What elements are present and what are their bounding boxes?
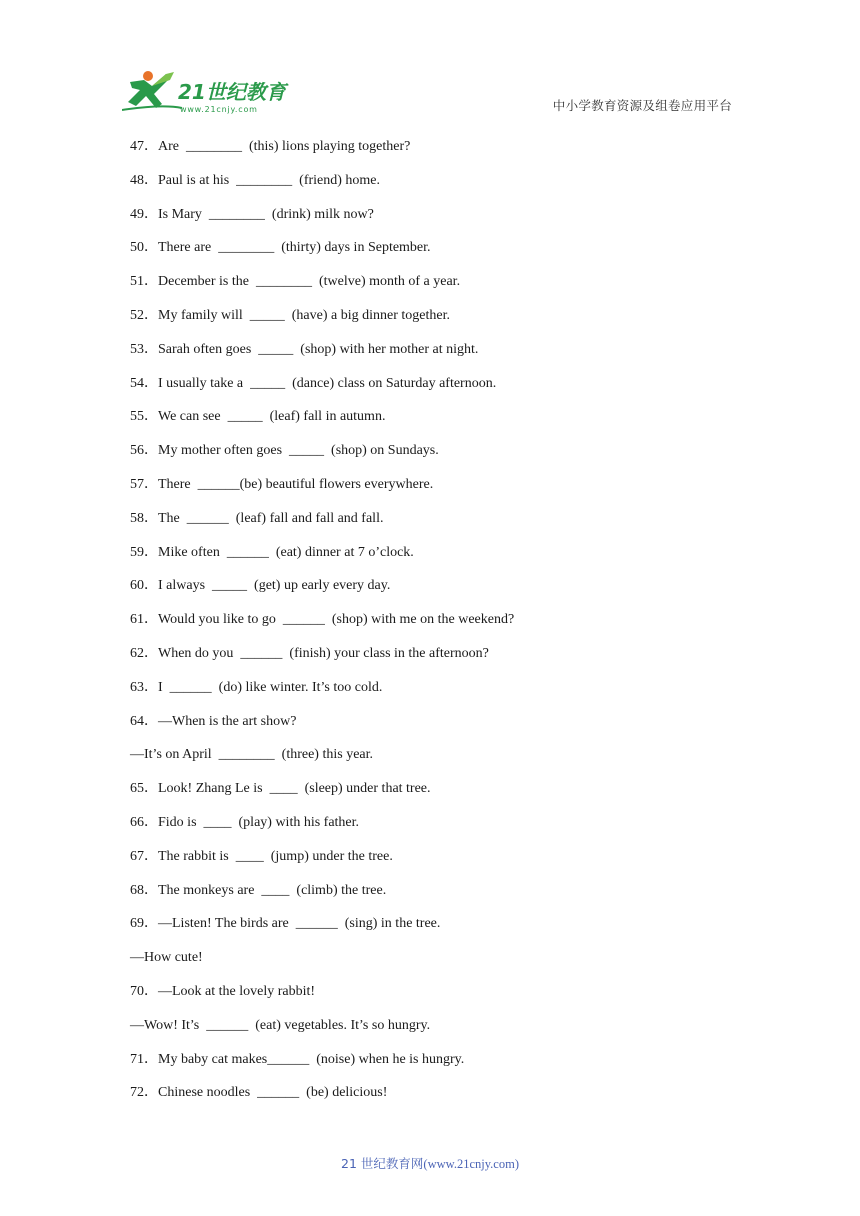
question-70-reply: —Wow! It’s ______ (eat) vegetables. It’s so hungry. [130, 1017, 431, 1033]
question-64-reply: —It’s on April ________ (three) this year. [130, 747, 374, 763]
question-60: 60．I always _____ (get) up early every day. [130, 578, 391, 594]
question-58: 58．The ______ (leaf) fall and fall and fall. [130, 510, 384, 526]
question-69: 69．—Listen! The birds are ______ (sing) in the tree. [130, 916, 441, 932]
platform-name: 中小学教育资源及组卷应用平台 [552, 98, 732, 113]
logo-main-text: 21世纪教育 [178, 80, 286, 104]
footer-site-url[interactable]: (www.21cnjy.com) [423, 1157, 519, 1171]
question-50: 50．There are ________ (thirty) days in September. [130, 240, 431, 256]
question-55: 55．We can see _____ (leaf) fall in autumn. [130, 409, 386, 425]
question-72: 72．Chinese noodles ______ (be) delicious! [130, 1085, 388, 1101]
page-footer [0, 1154, 860, 1172]
question-51: 51．December is the ________ (twelve) month of a year. [130, 274, 461, 290]
question-49: 49．Is Mary ________ (drink) milk now? [130, 206, 374, 222]
question-list [130, 136, 750, 1116]
page-header [0, 0, 860, 125]
question-61: 61．Would you like to go ______ (shop) with me on the weekend? [130, 612, 515, 628]
logo [122, 68, 292, 116]
question-65: 65．Look! Zhang Le is ____ (sleep) under that tree. [130, 781, 431, 797]
question-52: 52．My family will _____ (have) a big dinner together. [130, 307, 450, 323]
question-67: 67．The rabbit is ____ (jump) under the tree. [130, 848, 393, 864]
question-68: 68．The monkeys are ____ (climb) the tree. [130, 882, 387, 898]
question-69-reply: —How cute! [130, 950, 203, 966]
question-53: 53．Sarah often goes _____ (shop) with her mother at night. [130, 341, 479, 357]
logo-sub-text: www.21cnjy.com [180, 105, 258, 114]
question-64: 64．—When is the art show? [130, 713, 297, 729]
question-63: 63．I ______ (do) like winter. It’s too cold. [130, 679, 383, 695]
question-57: 57．There ______(be) beautiful flowers everywhere. [130, 476, 434, 492]
question-66: 66．Fido is ____ (play) with his father. [130, 814, 360, 830]
question-48: 48．Paul is at his ________ (friend) home. [130, 172, 381, 188]
question-62: 62．When do you ______ (finish) your class in the afternoon? [130, 645, 489, 661]
question-47: 47．Are ________ (this) lions playing together? [130, 139, 411, 154]
question-59: 59．Mike often ______ (eat) dinner at 7 o’clock. [130, 544, 414, 560]
question-56: 56．My mother often goes _____ (shop) on Sundays. [130, 443, 439, 459]
question-70: 70．—Look at the lovely rabbit! [130, 983, 316, 999]
footer-site-name: 21 世纪教育网 [341, 1156, 424, 1171]
runner-logo-icon [122, 68, 292, 116]
question-54: 54．I usually take a _____ (dance) class on Saturday afternoon. [130, 375, 497, 391]
question-71: 71．My baby cat makes______ (noise) when he is hungry. [130, 1051, 465, 1067]
